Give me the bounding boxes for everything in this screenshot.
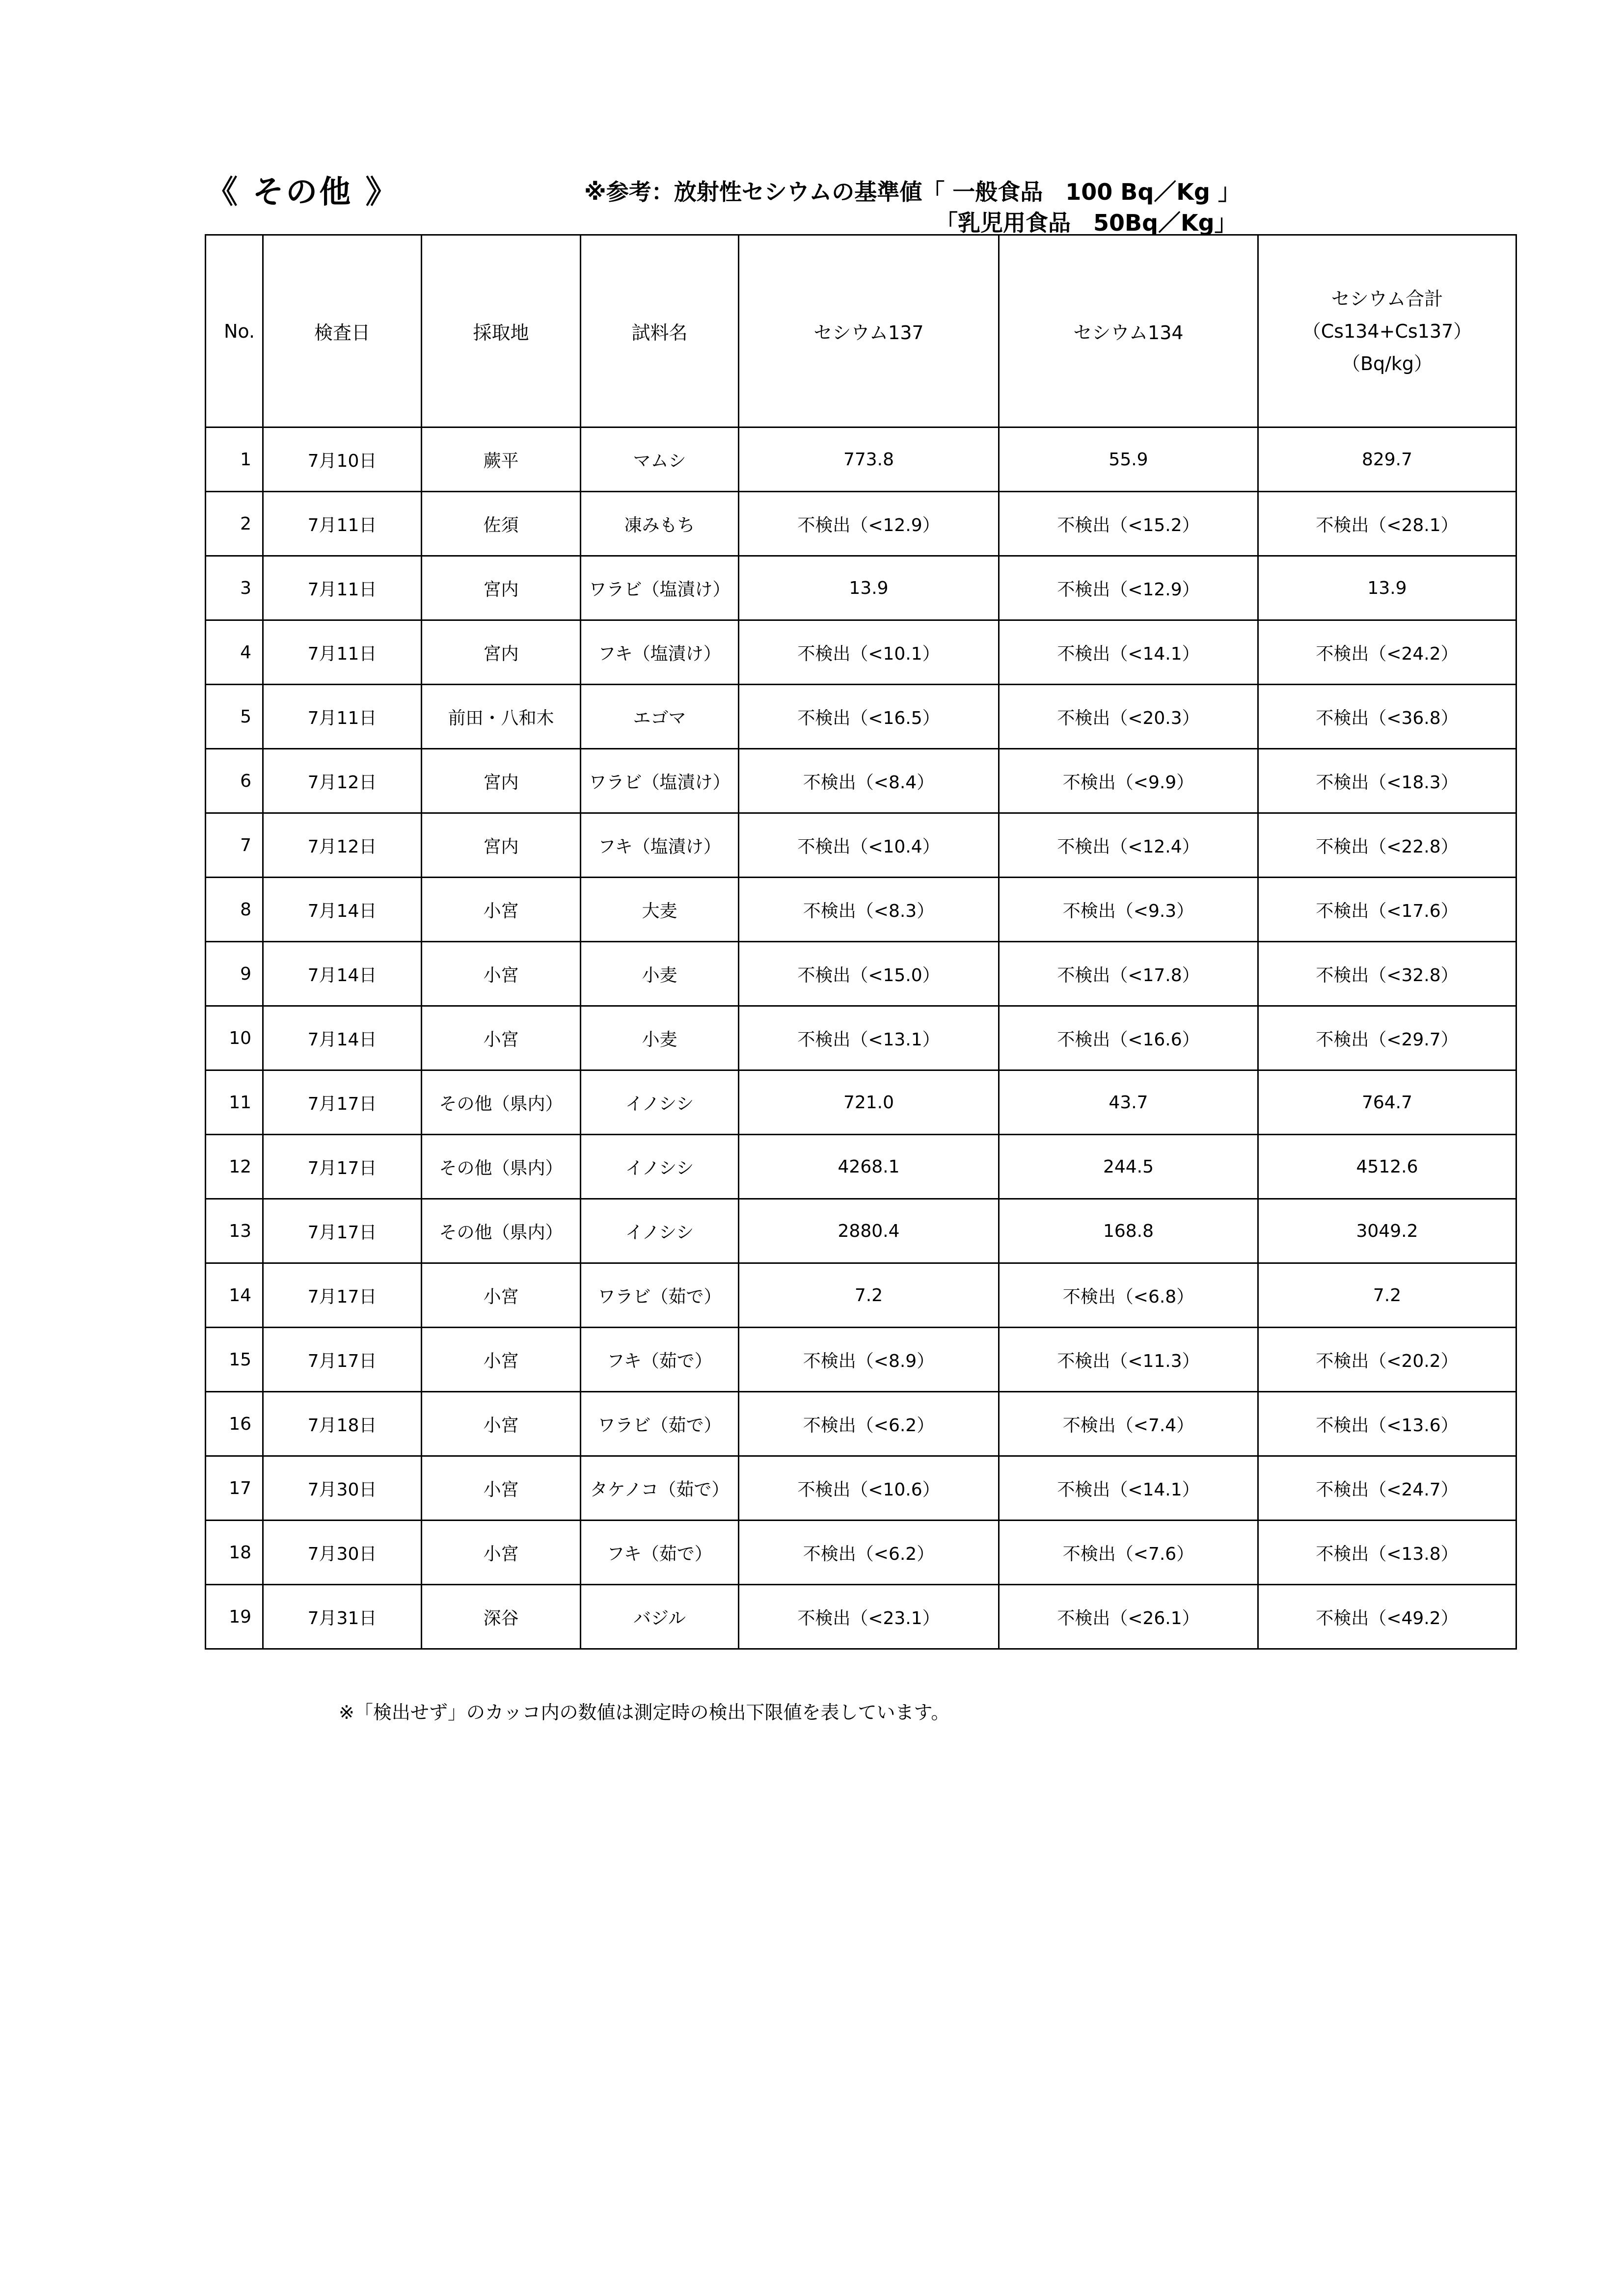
cell-total: 不検出（<13.8） (1258, 1521, 1516, 1585)
cell-no: 9 (206, 942, 263, 1006)
cell-place: 小宮 (422, 1328, 581, 1392)
cell-date: 7月11日 (263, 556, 422, 620)
cell-no: 17 (206, 1456, 263, 1521)
table-row (206, 1135, 1516, 1199)
cell-cs137: 773.8 (739, 427, 999, 492)
cell-total: 4512.6 (1258, 1135, 1516, 1199)
cell-cs137: 不検出（<15.0） (739, 942, 999, 1006)
cell-cs137: 13.9 (739, 556, 999, 620)
cell-date: 7月10日 (263, 427, 422, 492)
cell-date: 7月11日 (263, 492, 422, 556)
cell-place: 小宮 (422, 1456, 581, 1521)
cell-cs137: 不検出（<10.4） (739, 813, 999, 878)
cell-place: その他（県内） (422, 1199, 581, 1263)
cell-cs134: 不検出（<9.9） (999, 749, 1258, 813)
cell-no: 14 (206, 1263, 263, 1328)
cell-date: 7月14日 (263, 1006, 422, 1070)
cell-cs134: 不検出（<26.1） (999, 1585, 1258, 1649)
table-row (206, 942, 1516, 1006)
cell-date: 7月11日 (263, 685, 422, 749)
cell-total: 不検出（<18.3） (1258, 749, 1516, 813)
cell-no: 8 (206, 878, 263, 942)
cell-date: 7月12日 (263, 813, 422, 878)
cell-cs134: 不検出（<9.3） (999, 878, 1258, 942)
cell-sample: イノシシ (581, 1135, 739, 1199)
cell-date: 7月31日 (263, 1585, 422, 1649)
cell-sample: 小麦 (581, 1006, 739, 1070)
cell-cs134: 43.7 (999, 1070, 1258, 1135)
cell-cs137: 不検出（<6.2） (739, 1392, 999, 1456)
table-row (206, 1328, 1516, 1392)
cell-cs137: 不検出（<10.1） (739, 620, 999, 685)
header-cs134: セシウム134 (999, 235, 1258, 427)
cell-cs134: 不検出（<7.4） (999, 1392, 1258, 1456)
cell-total: 7.2 (1258, 1263, 1516, 1328)
cell-place: 佐須 (422, 492, 581, 556)
cell-no: 6 (206, 749, 263, 813)
cell-place: 小宮 (422, 1521, 581, 1585)
cell-date: 7月17日 (263, 1328, 422, 1392)
cell-date: 7月17日 (263, 1263, 422, 1328)
cell-no: 13 (206, 1199, 263, 1263)
cell-total: 3049.2 (1258, 1199, 1516, 1263)
cell-total: 不検出（<28.1） (1258, 492, 1516, 556)
cell-total: 不検出（<13.6） (1258, 1392, 1516, 1456)
cell-cs134: 244.5 (999, 1135, 1258, 1199)
header-total (1258, 235, 1516, 427)
cell-cs134: 不検出（<16.6） (999, 1006, 1258, 1070)
cell-sample: タケノコ（茹で） (581, 1456, 739, 1521)
reference-standard-general: ※参考：放射性セシウムの基準値「 一般食品 100 Bq／Kg 」 (584, 179, 1241, 205)
cell-cs134: 不検出（<12.4） (999, 813, 1258, 878)
cell-place: 宮内 (422, 620, 581, 685)
cell-place: 宮内 (422, 556, 581, 620)
table-header-row (206, 235, 1516, 427)
cell-date: 7月30日 (263, 1521, 422, 1585)
cell-no: 15 (206, 1328, 263, 1392)
cell-sample: イノシシ (581, 1070, 739, 1135)
cell-sample: フキ（塩漬け） (581, 813, 739, 878)
cell-no: 3 (206, 556, 263, 620)
table-row (206, 556, 1516, 620)
cell-total: 764.7 (1258, 1070, 1516, 1135)
cell-cs134: 不検出（<6.8） (999, 1263, 1258, 1328)
cell-sample: ワラビ（塩漬け） (581, 749, 739, 813)
cell-total: 829.7 (1258, 427, 1516, 492)
cell-sample: フキ（茹で） (581, 1328, 739, 1392)
cell-place: 宮内 (422, 813, 581, 878)
cell-place: 小宮 (422, 1006, 581, 1070)
header-total-formula: （Cs134+Cs137） (1302, 320, 1472, 342)
cell-no: 12 (206, 1135, 263, 1199)
table-row (206, 1006, 1516, 1070)
table-row (206, 1070, 1516, 1135)
cell-place: 小宮 (422, 1263, 581, 1328)
cell-cs134: 不検出（<11.3） (999, 1328, 1258, 1392)
cell-total: 不検出（<24.7） (1258, 1456, 1516, 1521)
cell-cs137: 不検出（<16.5） (739, 685, 999, 749)
cell-total: 不検出（<24.2） (1258, 620, 1516, 685)
cell-cs134: 不検出（<20.3） (999, 685, 1258, 749)
cell-cs134: 55.9 (999, 427, 1258, 492)
table-row (206, 427, 1516, 492)
cell-total: 不検出（<32.8） (1258, 942, 1516, 1006)
cell-cs137: 2880.4 (739, 1199, 999, 1263)
cell-cs137: 不検出（<8.3） (739, 878, 999, 942)
cell-cs134: 168.8 (999, 1199, 1258, 1263)
reference-standard-infant: 「乳児用食品 50Bq／Kg」 (935, 210, 1237, 236)
header-place: 採取地 (422, 235, 581, 427)
cell-cs137: 7.2 (739, 1263, 999, 1328)
cell-sample: ワラビ（塩漬け） (581, 556, 739, 620)
cell-sample: エゴマ (581, 685, 739, 749)
cell-date: 7月17日 (263, 1135, 422, 1199)
cell-no: 4 (206, 620, 263, 685)
cell-sample: 小麦 (581, 942, 739, 1006)
cell-place: 深谷 (422, 1585, 581, 1649)
header-no: No. (206, 235, 263, 427)
cell-date: 7月30日 (263, 1456, 422, 1521)
cell-sample: 大麦 (581, 878, 739, 942)
cell-sample: マムシ (581, 427, 739, 492)
cell-cs134: 不検出（<17.8） (999, 942, 1258, 1006)
cell-place: 小宮 (422, 1392, 581, 1456)
cell-no: 18 (206, 1521, 263, 1585)
cell-no: 5 (206, 685, 263, 749)
cell-place: 蕨平 (422, 427, 581, 492)
cell-cs137: 不検出（<8.4） (739, 749, 999, 813)
cell-no: 11 (206, 1070, 263, 1135)
cell-place: 宮内 (422, 749, 581, 813)
cell-place: その他（県内） (422, 1135, 581, 1199)
cell-cs134: 不検出（<12.9） (999, 556, 1258, 620)
cell-place: 小宮 (422, 942, 581, 1006)
cell-date: 7月14日 (263, 878, 422, 942)
cell-no: 1 (206, 427, 263, 492)
cell-sample: ワラビ（茹で） (581, 1263, 739, 1328)
cell-total: 不検出（<29.7） (1258, 1006, 1516, 1070)
header-total-label: セシウム合計 (1331, 288, 1443, 310)
cell-total: 不検出（<20.2） (1258, 1328, 1516, 1392)
cell-cs134: 不検出（<7.6） (999, 1521, 1258, 1585)
cell-no: 19 (206, 1585, 263, 1649)
table-row (206, 620, 1516, 685)
cell-date: 7月14日 (263, 942, 422, 1006)
cell-date: 7月11日 (263, 620, 422, 685)
cell-total: 不検出（<22.8） (1258, 813, 1516, 878)
table-row (206, 1263, 1516, 1328)
cell-place: 小宮 (422, 878, 581, 942)
table-row (206, 492, 1516, 556)
cell-total: 不検出（<49.2） (1258, 1585, 1516, 1649)
cell-sample: 凍みもち (581, 492, 739, 556)
table-row (206, 1199, 1516, 1263)
cell-total: 不検出（<36.8） (1258, 685, 1516, 749)
cell-date: 7月17日 (263, 1070, 422, 1135)
cell-date: 7月17日 (263, 1199, 422, 1263)
table-row (206, 685, 1516, 749)
table-row (206, 1521, 1516, 1585)
header-date: 検査日 (263, 235, 422, 427)
cesium-results-table (205, 234, 1517, 1650)
cell-place: その他（県内） (422, 1070, 581, 1135)
cell-sample: フキ（茹で） (581, 1521, 739, 1585)
cell-no: 16 (206, 1392, 263, 1456)
footnote: ※「検出せず」のカッコ内の数値は測定時の検出下限値を表しています。 (339, 1702, 950, 1723)
header-total-unit: （Bq/kg） (1341, 352, 1433, 374)
header-sample: 試料名 (581, 235, 739, 427)
cell-cs137: 不検出（<10.6） (739, 1456, 999, 1521)
cell-cs137: 不検出（<12.9） (739, 492, 999, 556)
table-row (206, 813, 1516, 878)
cell-sample: フキ（塩漬け） (581, 620, 739, 685)
cell-place: 前田・八和木 (422, 685, 581, 749)
cell-no: 7 (206, 813, 263, 878)
cell-date: 7月18日 (263, 1392, 422, 1456)
table-row (206, 1585, 1516, 1649)
cell-sample: イノシシ (581, 1199, 739, 1263)
cell-cs137: 不検出（<23.1） (739, 1585, 999, 1649)
page-title: 《 その他 》 (206, 174, 399, 211)
cell-cs134: 不検出（<14.1） (999, 1456, 1258, 1521)
table-row (206, 1392, 1516, 1456)
cell-total: 13.9 (1258, 556, 1516, 620)
cell-cs137: 不検出（<13.1） (739, 1006, 999, 1070)
table-row (206, 1456, 1516, 1521)
table-row (206, 749, 1516, 813)
cell-sample: ワラビ（茹で） (581, 1392, 739, 1456)
cell-total: 不検出（<17.6） (1258, 878, 1516, 942)
cell-no: 10 (206, 1006, 263, 1070)
cell-cs137: 721.0 (739, 1070, 999, 1135)
table-row (206, 878, 1516, 942)
cell-cs137: 4268.1 (739, 1135, 999, 1199)
cell-cs137: 不検出（<6.2） (739, 1521, 999, 1585)
header-cs137: セシウム137 (739, 235, 999, 427)
cell-cs137: 不検出（<8.9） (739, 1328, 999, 1392)
cell-cs134: 不検出（<15.2） (999, 492, 1258, 556)
cell-cs134: 不検出（<14.1） (999, 620, 1258, 685)
cell-sample: バジル (581, 1585, 739, 1649)
cell-date: 7月12日 (263, 749, 422, 813)
cell-no: 2 (206, 492, 263, 556)
